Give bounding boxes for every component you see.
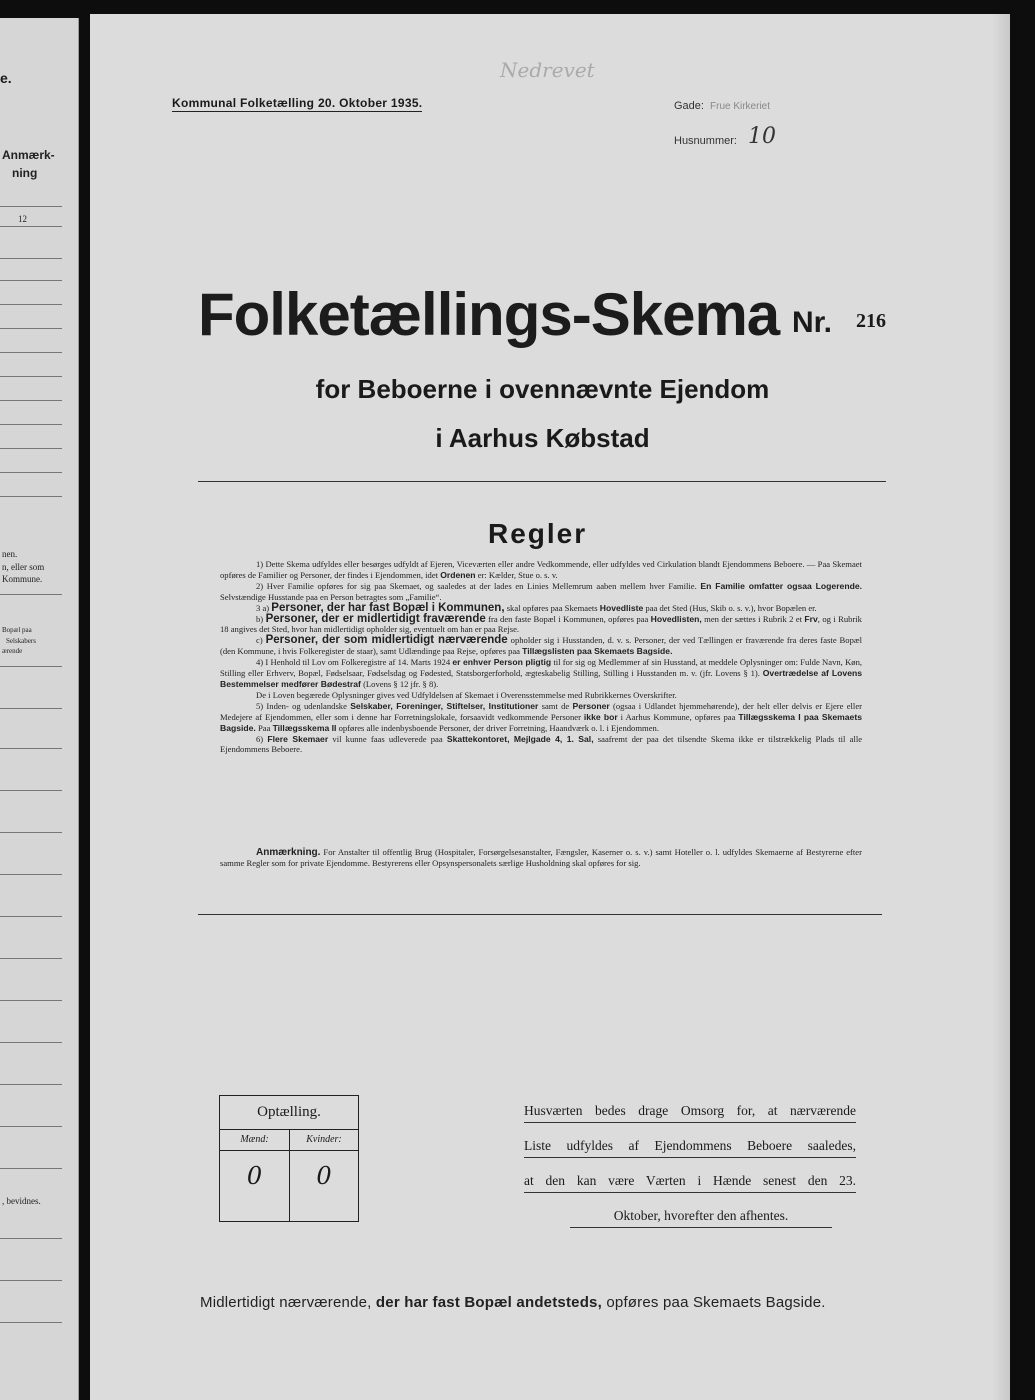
page-edge-shade [992, 14, 1010, 1400]
count-box-subrule [220, 1150, 358, 1151]
left-rule [0, 496, 62, 497]
street-label: Gade: [674, 100, 704, 112]
left-rule [0, 226, 62, 227]
street-value: Frue Kirkeriet [710, 101, 771, 112]
rule-1: 1) Dette Skema udfyldes eller besørges udfyldt af Ejeren, Viceværten eller andre Vedkommende, eller udfyldes ved Cirkulation blandt Ejendommens Beboere. — Paa Skemaet opføres de Familier og Personer, der findes i Ejendommen, idet Ordenen er: Kælder, Stue o. s. v. [220, 559, 862, 580]
left-rule [0, 1084, 62, 1085]
left-top-mark: e. [0, 70, 12, 86]
left-fragment: n, eller som [2, 562, 45, 572]
divider-bottom [198, 914, 882, 915]
count-women-value: 0 [316, 1162, 332, 1190]
notice-line: Oktober, hvorefter den afhentes. [570, 1205, 832, 1228]
count-box-title: Optælling. [220, 1096, 358, 1130]
rule-6: 6) Flere Skemaer vil kunne faas udleverede paa Skattekontoret, Mejlgade 4, 1. Sal, saafremt der paa det tilsendte Skema ikke er tilstrækkelig Plads til alle Ejendommens Beboere. [220, 733, 863, 755]
left-rule [0, 258, 62, 259]
left-rule [0, 958, 62, 959]
house-number-label: Husnummer: [674, 135, 737, 147]
footer-bold-part: der har fast Bopæl andetsteds, [375, 1294, 602, 1311]
rule-5: 5) Inden- og udenlandske Selskaber, Foreninger, Stiftelser, Institutioner samt de Personer (ogsaa i Udlandet hjemmehørende), der helt eller delvis er Ejere eller Medejere af Ejendommen, eller som i denne har Forretningslokale, forsaavidt vedkommende Personer ikke bor i Aarhus Kommune, opføres paa Tillægsskema I paa Skemaets Bagside. Paa Tillægsskema II opføres alle indenbysboende Personer, der driver Forretning, Haandværk o. l. i Ejendommen. [220, 700, 862, 733]
rule-2: 2) Hver Familie opføres for sig paa Skemaet, og saaledes at der lades en Linies Mellemrum aaben mellem hver Familie. En Familie omfatter ogsaa Logerende. Selvstændige Husstande paa en Person betragtes som „Familie“. [220, 580, 862, 602]
left-rule [0, 1168, 62, 1169]
left-rule [0, 328, 62, 329]
left-rule [0, 1238, 62, 1239]
count-women-label: Kvinder: [306, 1134, 342, 1145]
rule-3c: c) Personer, der som midlertidigt nærværende opholder sig i Husstanden, d. v. s. Personer, der ved Tællingen er fraværende fra deres faste Bopæl (den Kommune, i hvis Folkeregister de staar), samt Udlændinge paa Rejse, opføres paa Tillægslisten paa Skemaets Bagside. [220, 634, 862, 657]
left-fragment: ærende [2, 647, 23, 655]
left-anm-line2: ning [12, 166, 38, 180]
form-number-value: 216 [856, 310, 886, 332]
handwritten-annotation: Nedrevet [500, 58, 595, 82]
count-men-label: Mænd: [240, 1134, 269, 1145]
left-column-number: 12 [18, 214, 27, 224]
form-title: Folketællings-Skema [198, 281, 780, 348]
remark-label: Anmærkning. [256, 847, 321, 858]
left-rule [0, 790, 62, 791]
left-rule [0, 666, 62, 667]
left-rule [0, 1042, 62, 1043]
left-rule [0, 1126, 62, 1127]
rule-4: 4) I Henhold til Lov om Folkeregistre af 14. Marts 1924 er enhver Person pligtig til for sig og Medlemmer af sin Husstand, at meddele Oplysninger om: Fulde Navn, Køn, Stilling eller Erhverv, Bopæl, Fødselsaar, Fødselsdag og Fødested, Statsborgerforhold, ægteskabelig Stilling, Stilling i Husstanden m. v. (jfr. Lovens § 1). Overtrædelse af Lovens Bestemmelser medfører Bødestraf (Lovens § 12 jfr. § 8). [220, 657, 863, 689]
left-rule [0, 472, 62, 473]
notice-line: Husværten bedes drage Omsorg for, at nærværende [524, 1100, 856, 1123]
count-box [219, 1095, 359, 1222]
left-fragment: Kommune. [2, 574, 43, 584]
rule-3a: 3 a) Personer, der har fast Bopæl i Kommunen, skal opføres paa Skemaets Hovedliste paa det Sted (Hus, Skib o. s. v.), hvor Bopælen er. [256, 601, 817, 614]
rule-4-note: De i Loven begærede Oplysninger gives ved Udfyldelsen af Skemaet i Overensstemmelse med Rubrikkernes Overskrifter. [256, 689, 677, 700]
footer-note [200, 1294, 826, 1311]
left-rule [0, 1000, 62, 1001]
remark-paragraph [220, 847, 862, 869]
left-fragment: Bopæl paa [2, 626, 32, 634]
rules-text [220, 559, 862, 755]
landlord-notice [524, 1100, 856, 1240]
footer-part: Midlertidigt nærværende, [200, 1294, 372, 1311]
divider-top [198, 481, 886, 482]
left-rule [0, 1280, 62, 1281]
form-subtitle-2: i Aarhus Købstad [435, 423, 650, 453]
footer-part: opføres paa Skemaets Bagside. [606, 1294, 826, 1311]
left-rule [0, 916, 62, 917]
rule-3b: b) Personer, der er midlertidigt fraværende fra den faste Bopæl i Kommunen, opføres paa Hovedlisten, men der sættes i Rubrik 2 et Frv, og i Rubrik 18 angives det Sted, hvor han midlertidigt opholder sig, eventuelt om han er paa Rejse. [220, 612, 862, 635]
remark-text: For Anstalter til offentlig Brug (Hospitaler, Forsørgelsesanstalter, Fængsler, Kaserner o. s. v.) samt Hoteller o. l. udfyldes Skemaerne af Bestyrerne efter samme Regler som for private Ejendomme. Bestyrerens eller Opsynspersonalets særlige Husholdning skal opføres for sig. [220, 847, 862, 868]
left-rule [0, 708, 62, 709]
left-fragment: nen. [2, 549, 18, 559]
left-fragment: , bevidnes. [2, 1196, 41, 1206]
left-anm-line1: Anmærk- [2, 148, 55, 162]
notice-line: at den kan være Værten i Hænde senest den 23. [524, 1170, 856, 1193]
house-number-value: 10 [748, 124, 776, 149]
form-number-label: Nr. [792, 306, 833, 339]
left-anmaerkning-header [2, 146, 55, 182]
left-rule [0, 748, 62, 749]
left-rule [0, 594, 62, 595]
form-subtitle-1: for Beboerne i ovennævnte Ejendom [315, 374, 770, 404]
left-rule [0, 1322, 62, 1323]
rules-heading: Regler [488, 518, 588, 549]
left-rule [0, 206, 62, 207]
left-rule [0, 352, 62, 353]
left-rule [0, 874, 62, 875]
left-rule [0, 832, 62, 833]
notice-line: Liste udfyldes af Ejendommens Beboere saaledes, [524, 1135, 856, 1158]
left-page-fragment [0, 18, 79, 1400]
left-rule [0, 280, 62, 281]
count-men-value: 0 [246, 1162, 263, 1190]
left-rule [0, 304, 62, 305]
census-header: Kommunal Folketælling 20. Oktober 1935. [172, 96, 423, 110]
left-fragment: Selskabers [6, 637, 36, 645]
